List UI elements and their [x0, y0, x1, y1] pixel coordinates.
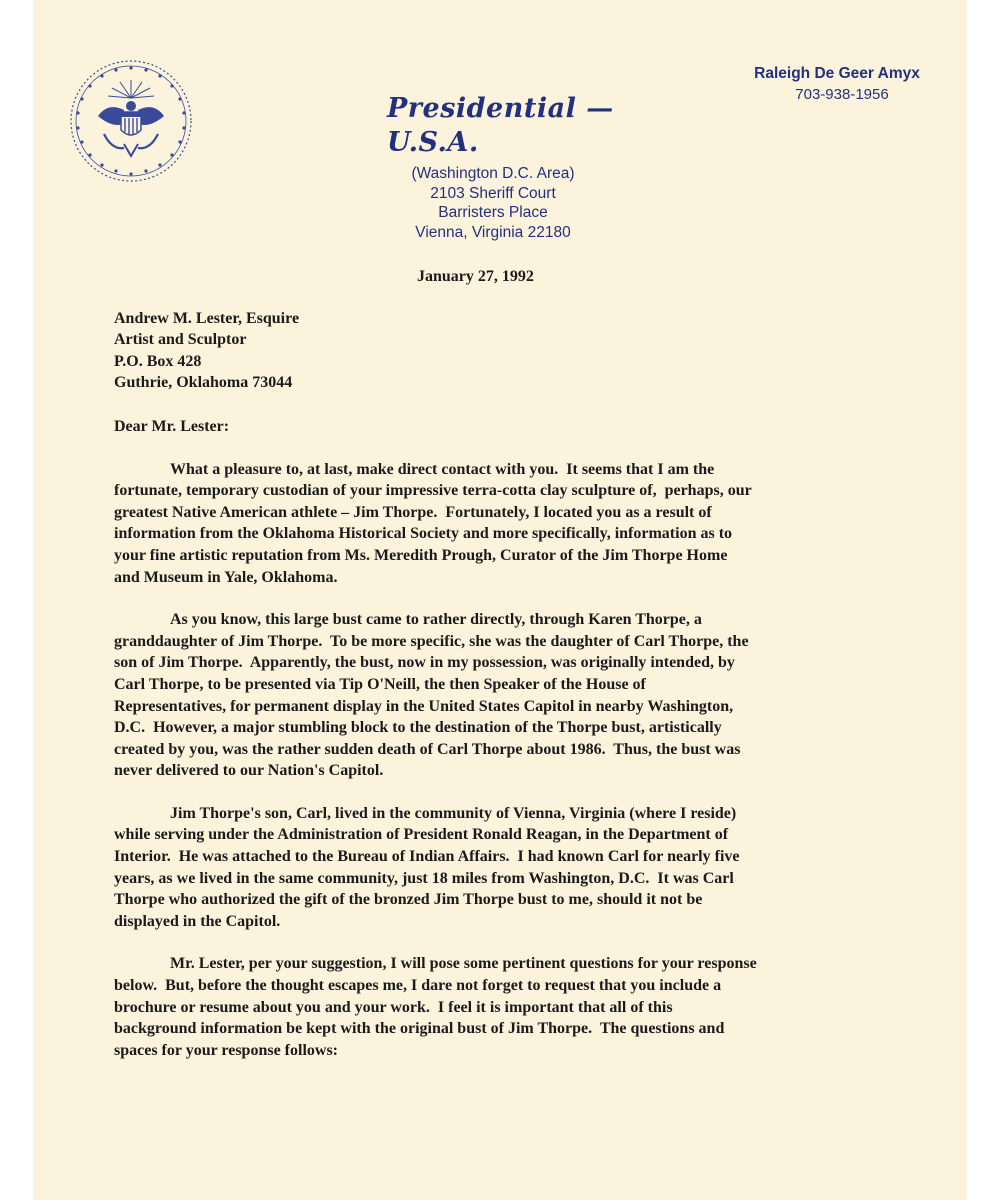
paragraph-line: Jim Thorpe's son, Carl, lived in the community of Vienna, Virginia (where I reside) — [170, 804, 737, 822]
sender-name: Raleigh De Geer Amyx — [754, 65, 920, 82]
paragraph-2 — [114, 609, 914, 782]
recipient-line: P.O. Box 428 — [114, 352, 202, 370]
letterhead-address — [273, 164, 713, 242]
letterhead — [333, 92, 713, 242]
paragraph-line: spaces for your response follows: — [114, 1041, 338, 1059]
paragraph-line: displayed in the Capitol. — [114, 912, 281, 930]
sender-block — [677, 64, 937, 106]
paragraph-line: background information be kept with the original bust of Jim Thorpe. The questions and — [114, 1020, 725, 1038]
paragraph-line: son of Jim Thorpe. Apparently, the bust, now in my possession, was originally intended, by — [114, 654, 735, 672]
paragraph-line: brochure or resume about you and your work. I feel it is important that all of this — [114, 998, 673, 1016]
paragraph-line: What a pleasure to, at last, make direct contact with you. It seems that I am the — [170, 460, 715, 478]
paragraph-1 — [114, 459, 914, 589]
recipient-line: Artist and Sculptor — [114, 331, 247, 349]
paragraph-line: D.C. However, a major stumbling block to the destination of the Thorpe bust, artistically — [114, 719, 722, 737]
presidential-seal-icon — [68, 58, 194, 184]
paragraph-line: years, as we lived in the same community, just 18 miles from Washington, D.C. It was Carl — [114, 869, 734, 887]
recipient-address — [114, 308, 914, 394]
paragraph-line: information from the Oklahoma Historical Society and more specifically, information as to — [114, 525, 733, 543]
letterhead-address-line: Barristers Place — [438, 204, 548, 221]
paragraph-4 — [114, 953, 914, 1061]
letterhead-address-line: (Washington D.C. Area) — [411, 165, 575, 182]
paragraph-line: while serving under the Administration of President Ronald Reagan, in the Department of — [114, 826, 729, 844]
salutation: Dear Mr. Lester: — [114, 417, 230, 435]
paragraph-line: As you know, this large bust came to rather directly, through Karen Thorpe, a — [170, 611, 702, 629]
recipient-line: Guthrie, Oklahoma 73044 — [114, 374, 293, 392]
sender-phone: 703-938-1956 — [795, 86, 889, 103]
paragraph-line: never delivered to our Nation's Capitol. — [114, 762, 384, 780]
paragraph-line: Interior. He was attached to the Bureau of Indian Affairs. I had known Carl for nearly five — [114, 848, 740, 866]
paragraph-3 — [114, 803, 914, 933]
letter-date: January 27, 1992 — [417, 268, 534, 285]
paragraph-line: and Museum in Yale, Oklahoma. — [114, 568, 338, 586]
letterhead-address-line: 2103 Sheriff Court — [430, 184, 556, 202]
recipient-line: Andrew M. Lester, Esquire — [114, 309, 300, 327]
letterhead-title: Presidential — U.S.A. — [387, 93, 614, 158]
paragraph-line: Carl Thorpe, to be presented via Tip O'Neill, the then Speaker of the House of — [114, 675, 646, 693]
paragraph-line: created by you, was the rather sudden death of Carl Thorpe about 1986. Thus, the bust was — [114, 740, 741, 758]
paragraph-line: Mr. Lester, per your suggestion, I will pose some pertinent questions for your response — [170, 955, 757, 973]
letterhead-address-line: Vienna, Virginia 22180 — [415, 223, 571, 241]
paragraph-line: below. But, before the thought escapes me, I dare not forget to request that you include a — [114, 977, 722, 995]
paragraph-line: greatest Native American athlete – Jim Thorpe. Fortunately, I located you as a result of — [114, 503, 712, 521]
paragraph-line: granddaughter of Jim Thorpe. To be more specific, she was the daughter of Carl Thorpe, the — [114, 632, 749, 650]
paragraph-line: Representatives, for permanent display in the United States Capitol in nearby Washington, — [114, 697, 734, 715]
letter-page — [33, 0, 967, 1200]
paragraph-line: fortunate, temporary custodian of your impressive terra-cotta clay sculpture of, perhaps, our — [114, 482, 752, 500]
paragraph-line: Thorpe who authorized the gift of the bronzed Jim Thorpe bust to me, should it not be — [114, 891, 703, 909]
paragraph-line: your fine artistic reputation from Ms. Meredith Prough, Curator of the Jim Thorpe Home — [114, 546, 728, 564]
letter-body — [114, 266, 914, 1061]
